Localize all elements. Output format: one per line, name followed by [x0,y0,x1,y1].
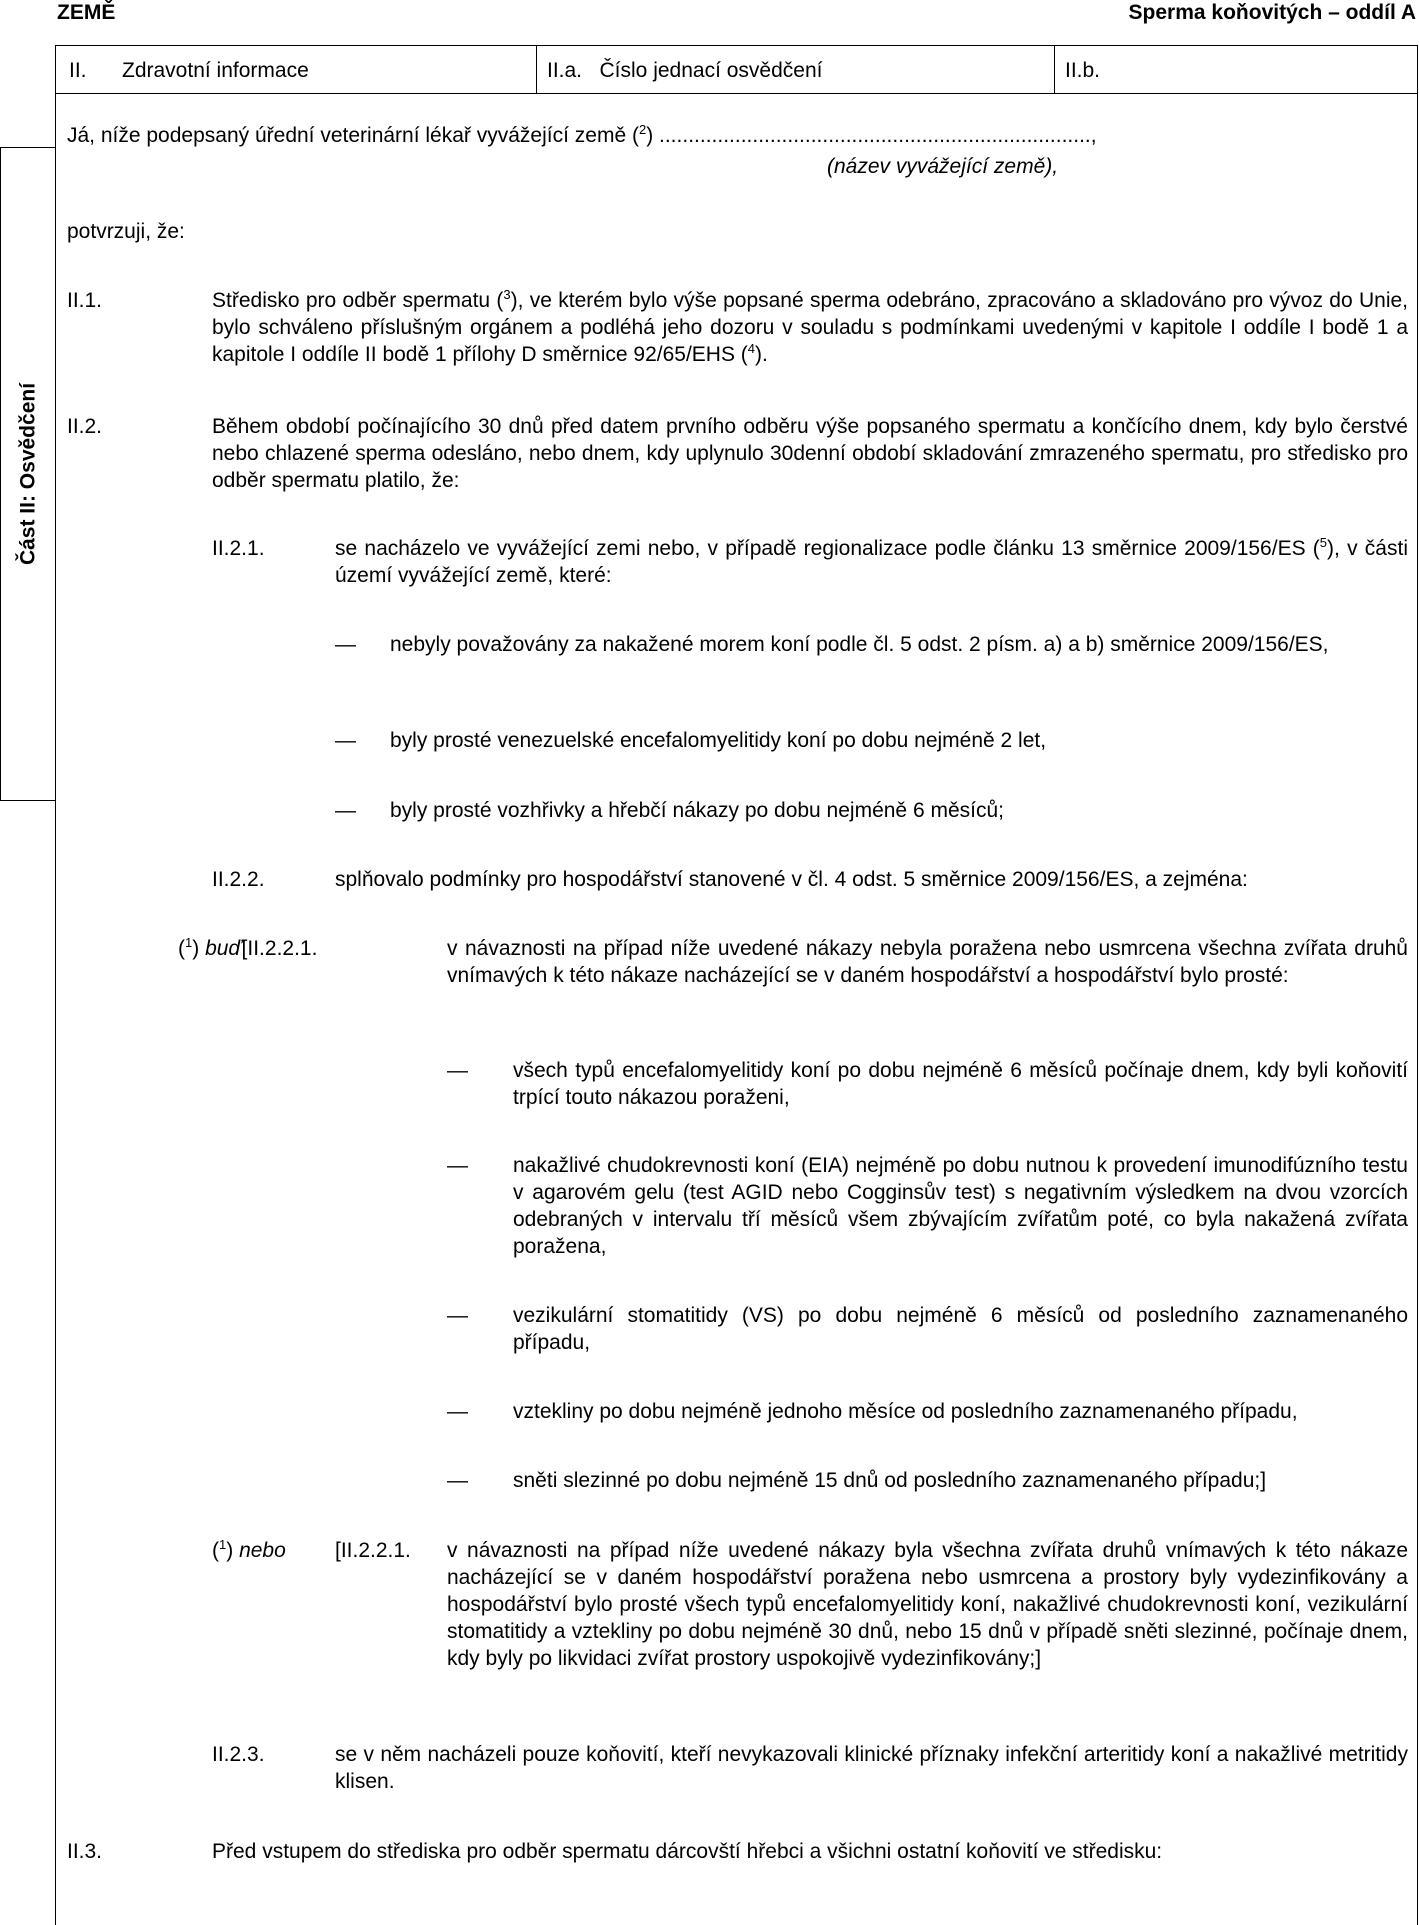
item-ii22-text: splňovalo podmínky pro hospodářství stanovené v čl. 4 odst. 5 směrnice 2009/156/ES, a zejména: [335,868,1248,891]
item-number: II.2. [67,415,103,438]
item-number: II.1. [67,289,103,312]
dash-marker: — [447,1154,468,1177]
divider [1054,45,1055,94]
dash-marker: — [447,1059,468,1082]
part-sidebar [0,147,55,801]
ii221-condition-1: všech typů encefalomyelitidy koní po dobu nejméně 6 měsíců počínaje dnem, kdy byli koňovití trpící touto nákazou poraženi, [513,1059,1408,1109]
country-label: ZEMĚ [57,1,116,24]
divider [536,45,537,94]
ii21-condition-3: byly prosté vozhřivky a hřebčí nákazy po dobu nejméně 6 měsíců; [390,799,1004,822]
dash-marker: — [447,1304,468,1327]
item-ii23-text: se v něm nacházeli pouze koňovití, kteří nevykazovali klinické příznaky infekční arteritidy koní a nakažlivé metritidy klisen. [335,1743,1408,1793]
dash-marker: — [335,799,356,822]
confirm-text: potvrzuji, že: [67,220,185,243]
item-number: [II.2.2.1. [335,1539,411,1562]
document-title: Sperma koňovitých – oddíl A [1128,1,1416,24]
intro-line: Já, níže podepsaný úřední veterinární lékař vyvážející země ($^2$) .........................................................................., [67,122,1097,147]
item-ii2-text: Během období počínajícího 30 dnů před datem prvního odběru výše popsaného spermatu a končícího dnem, kdy bylo čerstvé nebo chlazené sperma odesláno, nebo dnem, kdy uplynulo 30denní období skladování zmrazeného spermatu, pro středisko pro odběr spermatu platilo, že: [212,415,1408,492]
title-row [55,45,1418,94]
option-or-marker: ($^1$) nebo [212,1537,286,1562]
dash-marker: — [335,729,356,752]
dash-marker: — [447,1469,468,1492]
ii21-condition-2: byly prosté venezuelské encefalomyelitidy koní po dobu nejméně 2 let, [390,729,1047,752]
dash-marker: — [335,633,356,656]
item-number: II.2.2. [212,868,265,891]
country-name-caption: (název vyvážející země), [827,155,1059,178]
ii221-condition-2: nakažlivé chudokrevnosti koní (EIA) nejméně po dobu nutnou k provedení imunodifúzního testu v agarovém gelu (test AGID nebo Cogginsův test) s negativním výsledkem na dvou vzorcích odebraných v intervalu tří měsíců všem zbývajícím zvířatům poté, co byla nakažená zvířata poražena, [513,1154,1408,1258]
item-ii221-or-text: v návaznosti na případ níže uvedené nákazy byla všechna zvířata druhů vnímavých k této nákaze nacházející se v daném hospodářství poražena nebo usmrcena a prostory byly vydezinfikovány a hospodářství bylo prosté všech typů encefalomyelitidy koní, nakažlivé chudokrevnosti koní, vezikulární stomatitidy a vztekliny po dobu nejméně 30 dnů, nebo 15 dnů v případě sněti slezinné, počínaje dnem, kdy byly po likvidaci zvířat prostory uspokojivě vydezinfikovány;] [447,1539,1408,1670]
section-title: Zdravotní informace [122,59,309,82]
ii221-condition-5: sněti slezinné po dobu nejméně 15 dnů od posledního zaznamenaného případu;] [513,1469,1267,1492]
section-number: II. [69,59,87,82]
item-ii3-text: Před vstupem do střediska pro odběr spermatu dárcovští hřebci a všichni ostatní koňovití ve středisku: [212,1840,1163,1863]
item-number: II.3. [67,1840,103,1863]
ii221-condition-4: vztekliny po dobu nejméně jednoho měsíce od posledního zaznamenaného případu, [513,1400,1298,1423]
dash-marker: — [447,1400,468,1423]
reference-b-label: II.b. [1065,59,1101,82]
item-number: II.2.3. [212,1743,265,1766]
reference-number-label: II.a. Číslo jednací osvědčení [547,59,823,82]
part-label: Část II: Osvědčení [16,382,40,566]
ii221-condition-3: vezikulární stomatitidy (VS) po dobu nejméně 6 měsíců od posledního zaznamenaného případu, [513,1304,1408,1354]
item-ii221-either-text: v návaznosti na případ níže uvedené nákazy nebyla poražena nebo usmrcena všechna zvířata druhů vnímavých k této nákaze nacházející se v daném hospodářství a hospodářství bylo prosté: [447,937,1408,987]
item-number: II.2.1. [212,537,265,560]
option-either-marker: ($^1$) buď[II.2.2.1. [178,935,318,960]
ii21-condition-1: nebyly považovány za nakažené morem koní podle čl. 5 odst. 2 písm. a) a b) směrnice 2009/156/ES, [390,633,1329,656]
item-ii21-text: se nacházelo ve vyvážející zemi nebo, v případě regionalizace podle článku 13 směrnice 2009/156/ES ($^5$), v části území vyvážející země, které: [335,535,1408,587]
item-ii1-text: Středisko pro odběr spermatu ($^3$), ve kterém bylo výše popsané sperma odebráno, zpracováno a skladováno pro vývoz do Unie, bylo schváleno příslušným orgánem a podléhá jeho dozoru v souladu s podmínkami uvedenými v kapitole I oddíle I bodě 1 a kapitole I oddíle II bodě 1 přílohy D směrnice 92/65/EHS ($^4$). [212,287,1408,366]
